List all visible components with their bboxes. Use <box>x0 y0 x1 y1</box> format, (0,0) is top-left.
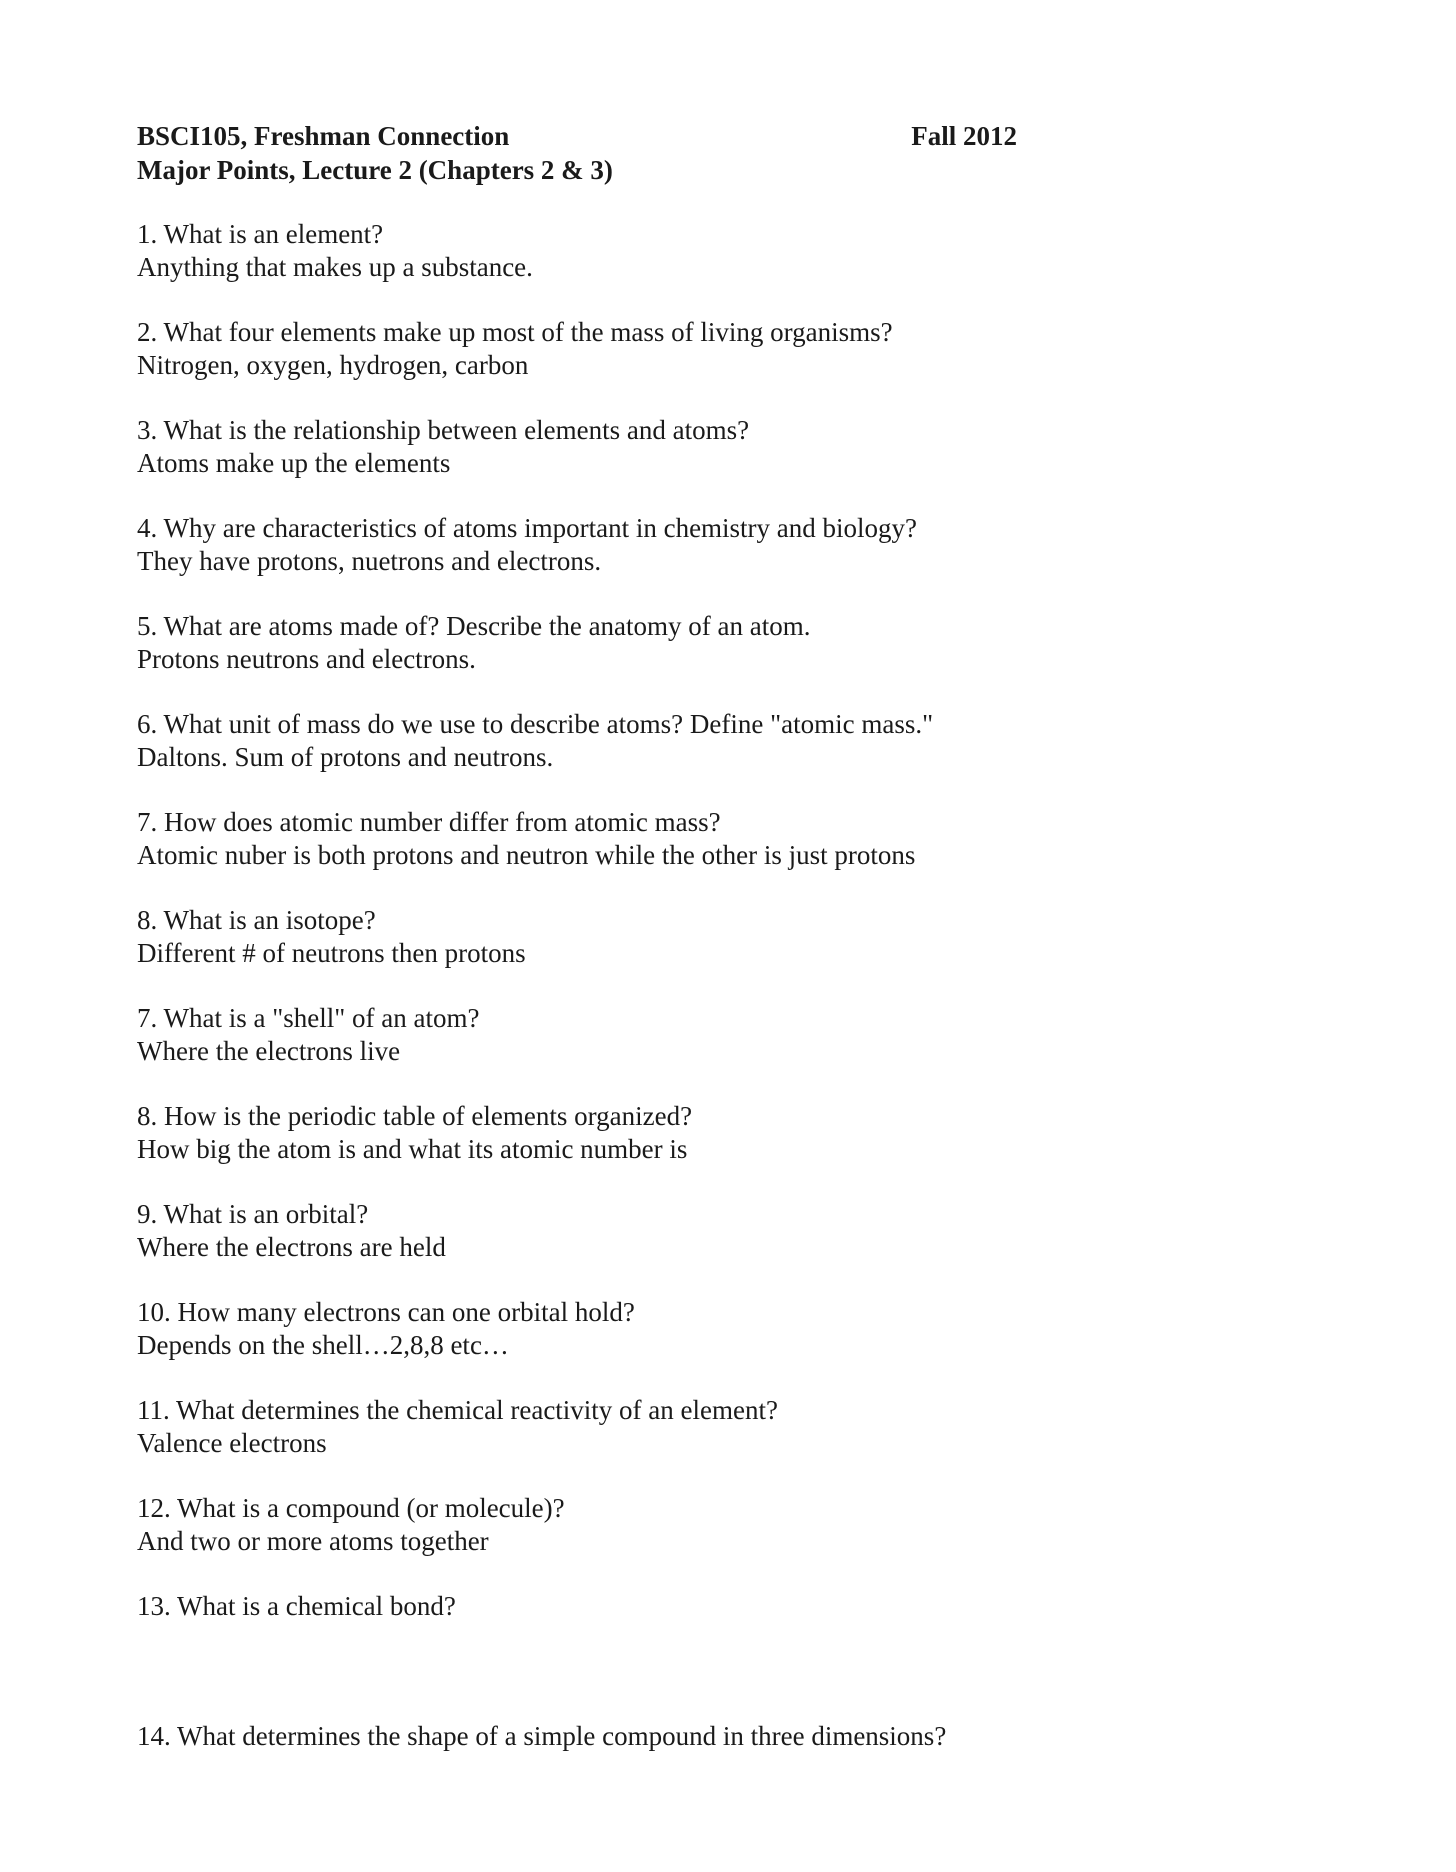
term-label: Fall 2012 <box>911 121 1017 151</box>
answer-text: How big the atom is and what its atomic number is <box>137 1134 688 1164</box>
qa-item <box>137 1720 1317 1818</box>
qa-item <box>137 1590 1317 1720</box>
answer-text: And two or more atoms together <box>137 1526 489 1556</box>
question-text: 7. How does atomic number differ from atomic mass? <box>137 807 721 837</box>
answer-text: Valence electrons <box>137 1428 327 1458</box>
answer-text: Anything that makes up a substance. <box>137 252 533 282</box>
answer-text: Where the electrons live <box>137 1036 401 1066</box>
question-text: 9. What is an orbital? <box>137 1199 369 1229</box>
document-header <box>137 119 1017 187</box>
answer-text: Depends on the shell…2,8,8 etc… <box>137 1330 509 1360</box>
qa-item <box>137 218 1317 316</box>
question-text: 2. What four elements make up most of the mass of living organisms? <box>137 317 893 347</box>
qa-item <box>137 1198 1317 1296</box>
question-text: 8. What is an isotope? <box>137 905 376 935</box>
qa-item <box>137 316 1317 414</box>
qa-item <box>137 1296 1317 1394</box>
qa-item <box>137 1002 1317 1100</box>
question-text: 6. What unit of mass do we use to describe atoms? Define "atomic mass." <box>137 709 934 739</box>
answer-text: They have protons, nuetrons and electrons. <box>137 546 602 576</box>
qa-item <box>137 610 1317 708</box>
question-text: 3. What is the relationship between elements and atoms? <box>137 415 750 445</box>
question-text: 13. What is a chemical bond? <box>137 1591 456 1621</box>
answer-text: Different # of neutrons then protons <box>137 938 526 968</box>
answer-text: Atoms make up the elements <box>137 448 451 478</box>
qa-item <box>137 414 1317 512</box>
qa-item <box>137 512 1317 610</box>
answer-text: Atomic nuber is both protons and neutron while the other is just protons <box>137 840 916 870</box>
question-text: 1. What is an element? <box>137 219 384 249</box>
question-text: 11. What determines the chemical reactivity of an element? <box>137 1395 778 1425</box>
qa-item <box>137 1100 1317 1198</box>
qa-item <box>137 1394 1317 1492</box>
answer-text: Where the electrons are held <box>137 1232 446 1262</box>
question-text: 7. What is a "shell" of an atom? <box>137 1003 480 1033</box>
question-text: 8. How is the periodic table of elements organized? <box>137 1101 693 1131</box>
question-answer-list <box>137 218 1317 1818</box>
answer-text: Nitrogen, oxygen, hydrogen, carbon <box>137 350 529 380</box>
question-text: 12. What is a compound (or molecule)? <box>137 1493 565 1523</box>
document-subtitle: Major Points, Lecture 2 (Chapters 2 & 3) <box>137 155 613 185</box>
answer-text: Daltons. Sum of protons and neutrons. <box>137 742 554 772</box>
course-title: BSCI105, Freshman Connection <box>137 121 510 151</box>
header-first-line <box>137 119 1017 153</box>
question-text: 4. Why are characteristics of atoms important in chemistry and biology? <box>137 513 918 543</box>
header-second-line <box>137 153 1017 187</box>
question-text: 5. What are atoms made of? Describe the anatomy of an atom. <box>137 611 811 641</box>
answer-text: Protons neutrons and electrons. <box>137 644 476 674</box>
qa-item <box>137 806 1317 904</box>
question-text: 14. What determines the shape of a simple compound in three dimensions? <box>137 1721 947 1751</box>
qa-item <box>137 904 1317 1002</box>
question-text: 10. How many electrons can one orbital hold? <box>137 1297 635 1327</box>
qa-item <box>137 1492 1317 1590</box>
qa-item <box>137 708 1317 806</box>
